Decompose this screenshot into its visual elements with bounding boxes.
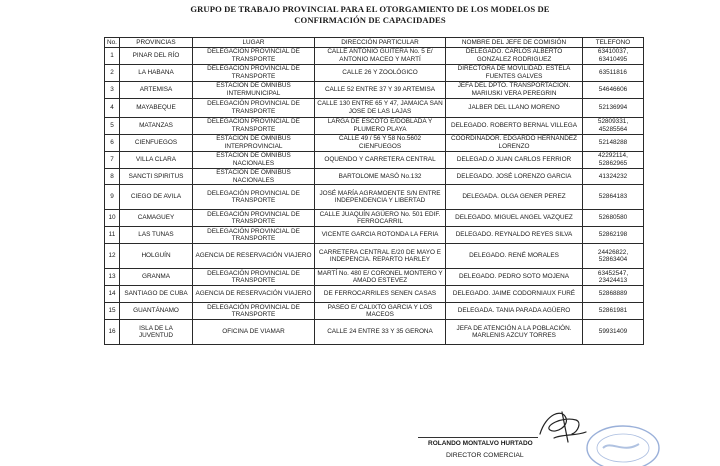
table-row (105, 48, 644, 65)
table-row (105, 169, 644, 185)
table-header-row (105, 38, 644, 48)
table-row (105, 244, 644, 269)
table-row (105, 210, 644, 227)
place-cell: ESTACIÓN DE ÓMNIBUS INTERMUNICIPAL (193, 82, 315, 99)
column-header-telefono: TELEFONO (583, 38, 644, 48)
address-cell: CALLE ANTONIO GUITERA No. 5 E/ ANTONIO MACEO Y MARTÍ (315, 48, 446, 65)
row-number-cell: 8 (105, 169, 120, 185)
table-row (105, 227, 644, 244)
phone-cell: 54646606 (583, 82, 644, 99)
place-cell: OFICINA DE VIAMAR (193, 320, 315, 345)
commission-head-cell: DELEGADA. OLGA GENER PEREZ (446, 185, 583, 210)
phone-cell: 52809331, 45285564 (583, 118, 644, 135)
row-number-cell: 4 (105, 99, 120, 118)
row-number-cell: 5 (105, 118, 120, 135)
province-cell: MATANZAS (120, 118, 193, 135)
phone-cell: 52864183 (583, 185, 644, 210)
table-row (105, 286, 644, 303)
table-row (105, 82, 644, 99)
table-row (105, 65, 644, 82)
phone-cell: 52862198 (583, 227, 644, 244)
address-cell: CALLE 130 ENTRE 65 Y 47, JAMAICA SAN JOSE DE LAS LAJAS (315, 99, 446, 118)
row-number-cell: 16 (105, 320, 120, 345)
place-cell: AGENCIA DE RESERVACIÓN VIAJERO (193, 244, 315, 269)
row-number-cell: 11 (105, 227, 120, 244)
commission-head-cell: DELEGADO. MIGUEL ANGEL VAZQUEZ (446, 210, 583, 227)
table-body (105, 48, 644, 345)
place-cell: ESTACIÓN DE ÓMNIBUS NACIONALES (193, 169, 315, 185)
row-number-cell: 1 (105, 48, 120, 65)
place-cell: DELEGACIÓN PROVINCIAL DE TRANSPORTE (193, 303, 315, 320)
place-cell: AGENCIA DE RESERVACIÓN VIAJERO (193, 286, 315, 303)
row-number-cell: 9 (105, 185, 120, 210)
table-row (105, 185, 644, 210)
phone-cell: 52148288 (583, 135, 644, 152)
place-cell: ESTACIÓN DE ÓMNIBUS INTERPROVINCIAL (193, 135, 315, 152)
address-cell: JOSÉ MARÍA AGRAMOENTE S/N ENTRE INDEPENDENCIA Y LIBERTAD (315, 185, 446, 210)
column-header-jefe: NOMBRE DEL JEFE DE COMISIÓN (446, 38, 583, 48)
address-cell: CARRETERA CENTRAL E/20 DE MAYO E INDEPENCIA. REPARTO HARLEY (315, 244, 446, 269)
place-cell: DELEGACIÓN PROVINCIAL DE TRANSPORTE (193, 185, 315, 210)
row-number-cell: 3 (105, 82, 120, 99)
province-cell: GUANTÁNAMO (120, 303, 193, 320)
row-number-cell: 7 (105, 152, 120, 169)
column-header-provincias: PROVINCIAS (120, 38, 193, 48)
signatory-name: ROLANDO MONTALVO HURTADO (428, 440, 533, 447)
column-header-direccion: DIRECCIÓN PARTICULAR (315, 38, 446, 48)
commission-head-cell: DELEGADO. JAIME CODORNIAUX FURÉ (446, 286, 583, 303)
table-row (105, 99, 644, 118)
province-cell: LA HABANA (120, 65, 193, 82)
address-cell: CALLE 49 / 56 Y 58 No.5602 CIENFUEGOS (315, 135, 446, 152)
province-cell: HOLGUÍN (120, 244, 193, 269)
phone-cell: 24426822, 52863404 (583, 244, 644, 269)
commission-head-cell: DELEGAD.O JUAN CARLOS FERRIOR (446, 152, 583, 169)
province-cell: PINAR DEL RÍO (120, 48, 193, 65)
province-cell: SANCTI SPIRITUS (120, 169, 193, 185)
address-cell: CALLE 24 ENTRE 33 Y 35 GERONA (315, 320, 446, 345)
place-cell: DELEGACIÓN PROVINCIAL DE TRANSPORTE (193, 65, 315, 82)
phone-cell: 52861981 (583, 303, 644, 320)
province-cell: MAYABEQUE (120, 99, 193, 118)
commission-table (104, 37, 644, 345)
address-cell: MARTÍ No. 480 E/ CORONEL MONTERO Y AMADO ESTEVEZ (315, 269, 446, 286)
place-cell: DELEGACIÓN PROVINCIAL DE TRANSPORTE (193, 99, 315, 118)
phone-cell: 59931409 (583, 320, 644, 345)
phone-cell: 63452547, 23424413 (583, 269, 644, 286)
phone-cell: 41324232 (583, 169, 644, 185)
row-number-cell: 15 (105, 303, 120, 320)
place-cell: ESTACIÓN DE ÓMNIBUS NACIONALES (193, 152, 315, 169)
address-cell: CALLE JUAQUÍN AGÜERO No. 501 EDIF. FERROCARRIL (315, 210, 446, 227)
row-number-cell: 2 (105, 65, 120, 82)
address-cell: CALLE 52 ENTRE 37 Y 39 ARTEMISA (315, 82, 446, 99)
commission-head-cell: COORDINADOR. EDGARDO HERNÁNDEZ LORENZO (446, 135, 583, 152)
address-cell: DE FERROCARRILES SENEN CASAS (315, 286, 446, 303)
place-cell: DELEGACIÓN PROVINCIAL DE TRANSPORTE (193, 227, 315, 244)
table-row (105, 320, 644, 345)
row-number-cell: 13 (105, 269, 120, 286)
commission-head-cell: DIRECTORA DE MOVILIDAD. ESTELA FUENTES GALVES (446, 65, 583, 82)
official-stamp (583, 418, 663, 466)
column-header-no: No. (105, 38, 120, 48)
row-number-cell: 10 (105, 210, 120, 227)
commission-head-cell: DELEGADA. TANIA PARADA AGÜERO (446, 303, 583, 320)
commission-head-cell: DELEGADO. PEDRO SOTO MOJENA (446, 269, 583, 286)
province-cell: SANTIAGO DE CUBA (120, 286, 193, 303)
table-row (105, 118, 644, 135)
title-line-2: CONFIRMACIÓN DE CAPACIDADES (294, 15, 446, 25)
province-cell: ISLA DE LA JUVENTUD (120, 320, 193, 345)
commission-head-cell: DELEGADO. REYNALDO REYES SILVA (446, 227, 583, 244)
commission-head-cell: JALBER DEL LLANO MORENO (446, 99, 583, 118)
address-cell: PASEO E/ CALIXTO GARCIA Y LOS MACEOS (315, 303, 446, 320)
table-row (105, 152, 644, 169)
province-cell: CIEGO DE AVILA (120, 185, 193, 210)
commission-head-cell: DELEGADO. JOSÉ LORENZO GARCIA (446, 169, 583, 185)
place-cell: DELEGACIÓN PROVINCIAL DE TRANSPORTE (193, 269, 315, 286)
commission-head-cell: JEFA DE ATENCIÓN A LA POBLACIÓN. MARLENIS AZCUY TORRES (446, 320, 583, 345)
signatory-role: DIRECTOR COMERCIAL (446, 452, 524, 459)
commission-head-cell: DELEGADO. RENÉ MORALES (446, 244, 583, 269)
row-number-cell: 12 (105, 244, 120, 269)
place-cell: DELEGACIÓN PROVINCIAL DE TRANSPORTE (193, 118, 315, 135)
table-row (105, 303, 644, 320)
address-cell: BARTOLOME MASÓ No.132 (315, 169, 446, 185)
commission-head-cell: DELEGADO. ROBERTO BERNAL VILLEGA (446, 118, 583, 135)
address-cell: LARGA DE ESCOTO E/DOBLADA Y PLUMERO PLAYA (315, 118, 446, 135)
province-cell: ARTEMISA (120, 82, 193, 99)
commission-head-cell: JEFA DEL DPTO. TRANSPORTACIÓN. MARIUSKI VERA PEREGRIN (446, 82, 583, 99)
province-cell: LAS TUNAS (120, 227, 193, 244)
address-cell: OQUENDO Y CARRETERA CENTRAL (315, 152, 446, 169)
phone-cell: 52680580 (583, 210, 644, 227)
place-cell: DELEGACIÓN PROVINCIAL DE TRANSPORTE (193, 48, 315, 65)
phone-cell: 52868889 (583, 286, 644, 303)
table-row (105, 135, 644, 152)
phone-cell: 63511816 (583, 65, 644, 82)
row-number-cell: 14 (105, 286, 120, 303)
document-title (110, 4, 630, 26)
signature-line (418, 437, 538, 438)
commission-head-cell: DELEGADO. CARLOS ALBERTO GONZALEZ RODRIGUEZ (446, 48, 583, 65)
phone-cell: 63410037, 63410495 (583, 48, 644, 65)
row-number-cell: 6 (105, 135, 120, 152)
phone-cell: 42292114, 52862965 (583, 152, 644, 169)
column-header-lugar: LUGAR (193, 38, 315, 48)
province-cell: VILLA CLARA (120, 152, 193, 169)
phone-cell: 52136994 (583, 99, 644, 118)
place-cell: DELEGACIÓN PROVINCIAL DE TRANSPORTE (193, 210, 315, 227)
title-line-1: GRUPO DE TRABAJO PROVINCIAL PARA EL OTORGAMIENTO DE LOS MODELOS DE (190, 4, 550, 14)
address-cell: CALLE 26 Y ZOOLÓGICO (315, 65, 446, 82)
table-row (105, 269, 644, 286)
province-cell: GRANMA (120, 269, 193, 286)
province-cell: CIENFUEGOS (120, 135, 193, 152)
address-cell: VICENTE GARCIA ROTONDA LA FERIA (315, 227, 446, 244)
province-cell: CAMAGUEY (120, 210, 193, 227)
